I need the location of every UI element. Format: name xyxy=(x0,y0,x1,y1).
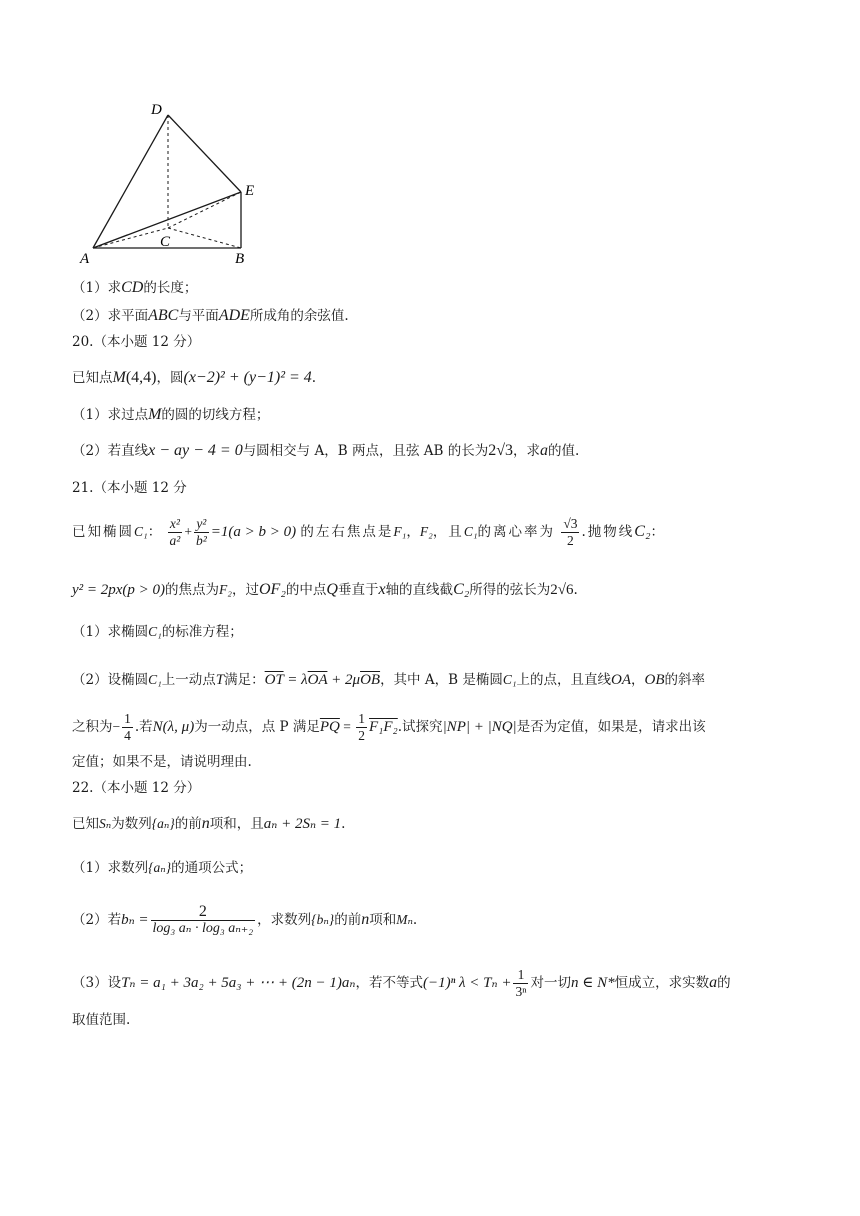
fraction-bn: $\frac{2}{\text{log₃ aₙ · log₃ aₙ₊₂}}$ xyxy=(152,903,254,936)
label-A: A xyxy=(80,251,90,267)
edge-DE xyxy=(168,115,241,192)
q22-part3-end: 取值范围. xyxy=(72,1012,131,1028)
label-D: D xyxy=(151,102,162,118)
fraction-one-quarter: $\frac{1}{4}$ xyxy=(124,711,131,743)
q20-part1: （1）求过点M的圆的切线方程； xyxy=(72,406,270,423)
label-C: C xyxy=(160,234,171,250)
q22-given: 已知Sₙ为数列{aₙ}的前n项和，且aₙ + 2Sₙ = 1. xyxy=(72,815,346,832)
geometry-figure xyxy=(75,95,265,270)
q20-header: 20.（本小题 12 分） xyxy=(72,334,201,350)
q22-part3: （3）设Tₙ = a₁ + 3a₂ + 5a₃ + ⋯ + (2n − 1)aₙ，若不等式(−1)ⁿ λ < Tₙ + $\frac{1}{\text{3ⁿ}}$ 对一切n ∈ N*恒成立，求实数a的 xyxy=(72,967,731,999)
fraction-one-over-3n: $\frac{1}{\text{3ⁿ}}$ xyxy=(515,967,527,999)
q20-part2: （2）若直线x − ay − 4 = 0与圆相交与 A，B 两点，且弦 AB 的长为2√3，求a的值. xyxy=(72,442,580,459)
fraction-one-half: $\frac{1}{2}$ xyxy=(358,711,365,743)
q22-part1: （1）求数列{aₙ}的通项公式； xyxy=(72,860,253,876)
edge-CB xyxy=(168,228,241,248)
fraction-eccentricity: $\frac{√3}{2}$ xyxy=(563,516,578,548)
q19-part1: （1）求CD的长度； xyxy=(72,279,198,296)
label-E: E xyxy=(245,183,255,199)
q19-part2: （2）求平面ABC与平面ADE所成角的余弦值. xyxy=(72,307,349,324)
fraction-y2-b2: $\frac{\text{y²}}{\text{b²}}$ xyxy=(195,516,207,548)
edge-DA xyxy=(93,115,168,248)
q21-part2: （2）设椭圆C₁上一动点T满足：$\overline{OT} = \lambda\overline{OA} + 2\mu\overline{OB}$，其中 A，B 是椭圆C₁上的点，且直线OA，OB的斜率 xyxy=(72,672,706,688)
q21-header: 21.（本小题 12 分 xyxy=(72,480,187,496)
q21-part2-end: 定值；如果不是，请说明理由. xyxy=(72,754,252,770)
q21-line1: 已知椭圆C₁： $\frac{\text{x²}}{\text{a²}}$ + $\frac{\text{y²}}{\text{b²}}$ =1(a > b > 0) 的左右焦点是F₁，F₂，且C₁的离心率为 $\frac{√3}{2}$ .抛物线C₂： xyxy=(72,516,665,548)
q22-part2: （2）若bₙ = $\frac{2}{\text{log₃ aₙ · log₃ aₙ₊₂}}$ ，求数列{bₙ}的前n项和Mₙ. xyxy=(72,903,418,936)
q21-line2: y² = 2px(p > 0)的焦点为F₂，过OF₂的中点Q垂直于x轴的直线截C₂所得的弦长为2√6. xyxy=(72,581,578,598)
q21-part2-cont: 之积为− $\frac{1}{4}$ .若N(λ, μ)为一动点，点 P 满足$\overline{PQ}$ = $\frac{1}{2}$ F₁F₂.试探究|NP| + |NQ|是否为定值，如果是，请求出该 xyxy=(72,711,706,743)
edge-CE xyxy=(168,192,241,228)
q22-header: 22.（本小题 12 分） xyxy=(72,780,201,796)
edge-AC xyxy=(93,228,168,248)
fraction-x2-a2: $\frac{\text{x²}}{\text{a²}}$ xyxy=(169,516,181,548)
q20-given: 已知点M(4,4)，圆(x−2)² + (y−1)² = 4. xyxy=(72,369,317,386)
q21-part1: （1）求椭圆C₁的标准方程； xyxy=(72,624,243,640)
label-B: B xyxy=(235,251,245,267)
